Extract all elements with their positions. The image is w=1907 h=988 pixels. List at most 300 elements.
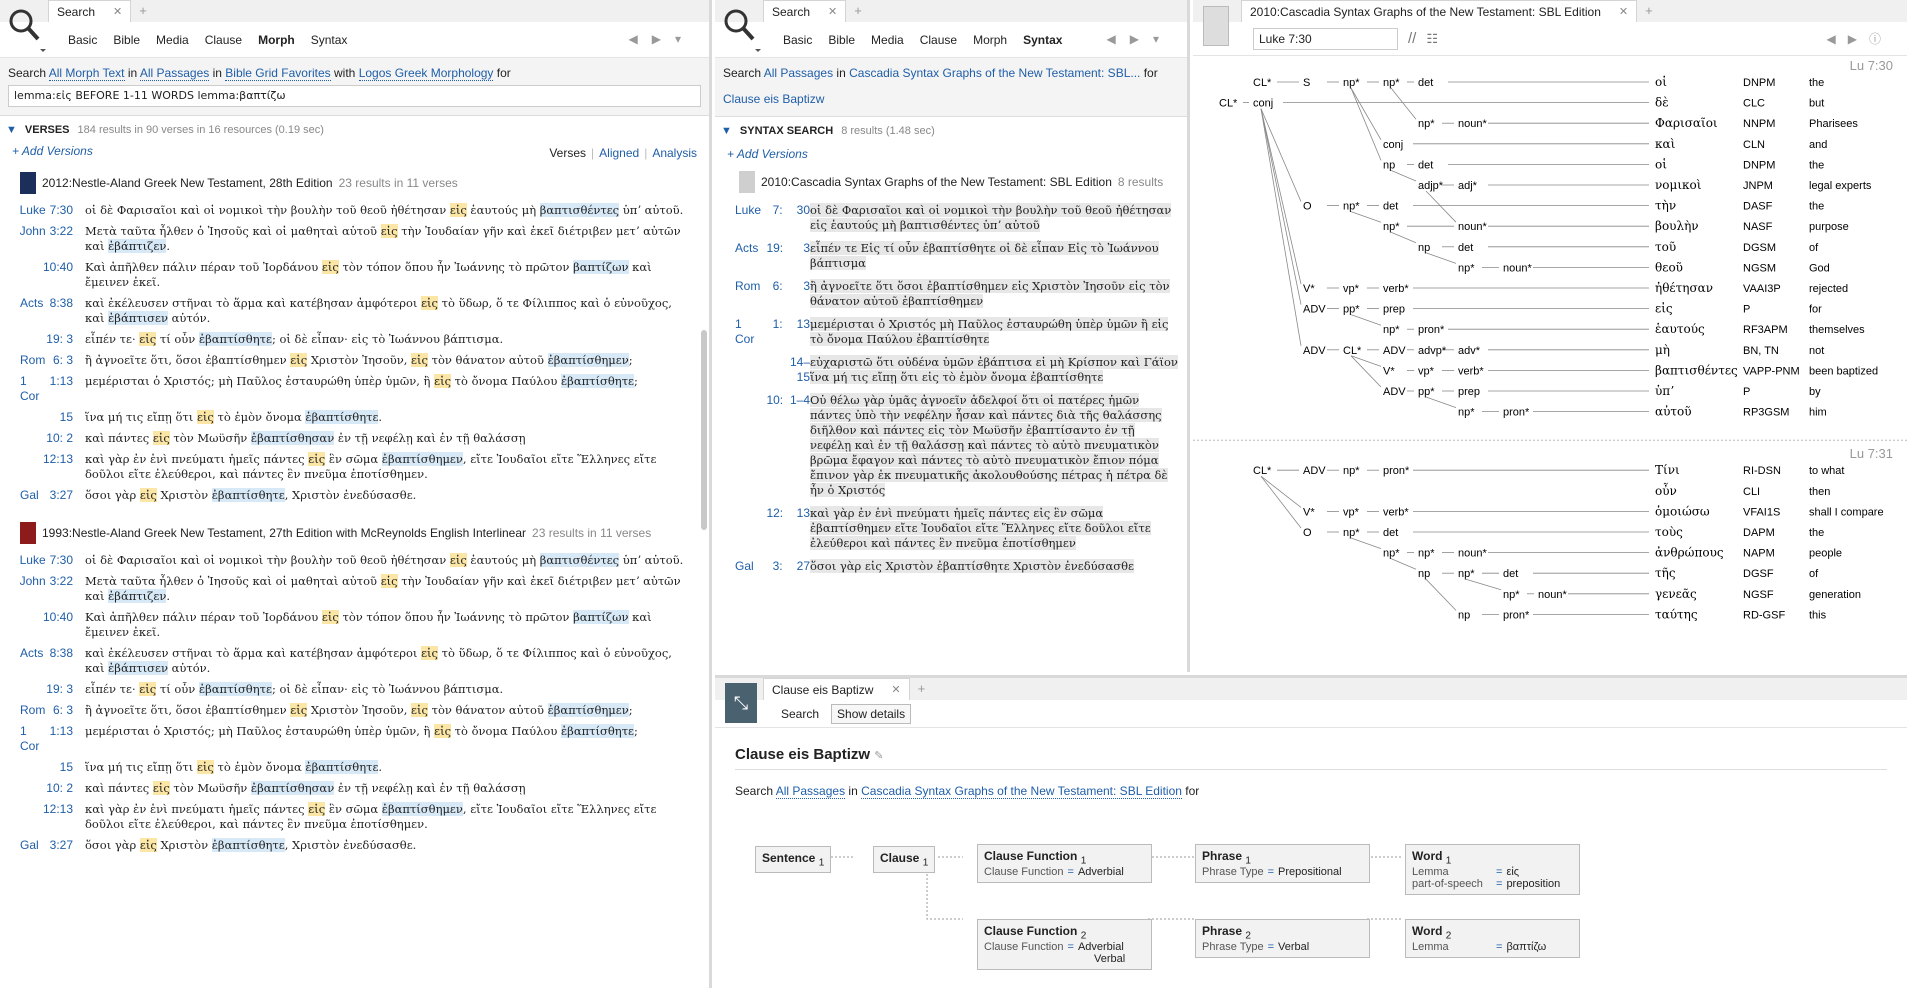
passages-dropdown[interactable]: All Passages bbox=[139, 66, 210, 80]
syntax-node[interactable]: det bbox=[1503, 568, 1519, 581]
layout-icon[interactable]: ☷ bbox=[1426, 30, 1438, 46]
collapse-icon[interactable]: ▼ bbox=[6, 124, 17, 136]
search-hit[interactable]: εἰς bbox=[152, 781, 170, 795]
parse-code: CLI bbox=[1743, 485, 1761, 498]
greek-word[interactable]: ὑπʼ bbox=[1655, 384, 1674, 398]
resource-toolbar bbox=[1193, 22, 1907, 56]
search-hit[interactable]: εἰς bbox=[290, 353, 308, 367]
query-search-line: Search All Passages in Cascadia Syntax Graphs of the New Testament: SBL Edition for bbox=[735, 784, 1200, 798]
greek-word[interactable]: μὴ bbox=[1655, 342, 1670, 357]
collection-dropdown[interactable]: Bible Grid Favorites bbox=[225, 66, 331, 80]
graph-edge bbox=[1261, 109, 1301, 346]
search-hit[interactable]: βαπτίζων bbox=[573, 610, 629, 624]
result-reference[interactable]: Gal 3: 27 bbox=[735, 559, 810, 573]
search-hit[interactable]: ἐβάπτισεν bbox=[108, 661, 168, 675]
result-reference[interactable]: 12: 13 bbox=[766, 506, 810, 520]
parse-code: NNPM bbox=[1743, 118, 1776, 131]
greek-word[interactable]: καὶ bbox=[1655, 136, 1676, 151]
verse-row[interactable] bbox=[0, 643, 709, 679]
verse-row[interactable] bbox=[0, 721, 709, 757]
scope-dropdown[interactable]: All Morph Text bbox=[48, 66, 125, 80]
syntax-node[interactable]: np* bbox=[1383, 77, 1400, 89]
search-input[interactable]: lemma:εἰς BEFORE 1-11 WORDS lemma:βαπτίζω bbox=[8, 85, 701, 107]
greek-word[interactable]: βουλὴν bbox=[1655, 219, 1699, 234]
syntax-node[interactable]: pron* bbox=[1503, 406, 1530, 419]
syntax-node[interactable]: adjp* bbox=[1418, 180, 1444, 192]
syntax-node[interactable]: np* bbox=[1418, 118, 1435, 131]
verse-row[interactable] bbox=[0, 293, 709, 329]
syntax-node[interactable]: verb* bbox=[1383, 506, 1409, 519]
verse-row[interactable] bbox=[0, 778, 709, 799]
search-hit[interactable]: εἰς bbox=[139, 838, 157, 852]
search-hit[interactable]: ἐβαπτίσθημεν bbox=[547, 353, 629, 367]
search-hit[interactable]: εἰς bbox=[421, 646, 439, 660]
search-hit[interactable]: εἰς bbox=[321, 260, 339, 274]
view-link-analysis[interactable]: Analysis bbox=[652, 146, 697, 160]
verse-fragment: ἢ ἀγνοεῖτε ὅτι, ὅσοι ἐβαπτίσθημεν bbox=[85, 703, 291, 717]
result-reference[interactable]: Luke 7: 30 bbox=[735, 203, 810, 217]
verse-reference[interactable]: Rom 6: 3 bbox=[20, 353, 73, 367]
syntax-node[interactable]: np* bbox=[1343, 465, 1360, 478]
verse-reference[interactable]: Gal 3:27 bbox=[20, 838, 73, 852]
syntax-query-panel bbox=[715, 675, 1907, 988]
syntax-node[interactable]: np* bbox=[1343, 200, 1360, 213]
resource-dropdown[interactable]: Cascadia Syntax Graphs of the New Testament: SBL Edition bbox=[861, 784, 1182, 798]
greek-word[interactable]: ταύτης bbox=[1655, 607, 1698, 622]
syntax-node[interactable]: np* bbox=[1383, 221, 1400, 234]
verse-fragment: τὸ ὕδωρ, ὅ τε Φίλιππος καὶ ὁ εὐνοῦχος, καὶ bbox=[85, 646, 672, 675]
verse-row[interactable] bbox=[0, 350, 709, 371]
search-hit[interactable]: ἐβαπτίσθησαν bbox=[250, 781, 335, 795]
syntax-node[interactable]: adj* bbox=[1458, 180, 1477, 192]
syntax-node[interactable]: det bbox=[1418, 159, 1434, 172]
search-hit[interactable]: βαπτισθέντες bbox=[539, 553, 620, 567]
phrase-1-node[interactable]: Phrase $_1$ Phrase Type = Prepositional bbox=[1195, 844, 1370, 883]
clause-function-1-node[interactable]: Clause Function $_1$ Clause Function = Adverbial bbox=[977, 844, 1152, 883]
verse-fragment: . bbox=[378, 410, 383, 424]
tab-search[interactable]: Search ✕ bbox=[48, 0, 131, 22]
search-hit[interactable]: ἐβαπτίσθητε bbox=[198, 682, 272, 696]
tab-syntax[interactable]: Syntax bbox=[1023, 32, 1063, 47]
word-1-node[interactable]: Word $_1$ Lemma = εἰς part-of-speech = preposition bbox=[1405, 844, 1580, 895]
tab-media[interactable]: Media bbox=[156, 32, 189, 47]
search-hit[interactable]: βαπτισθέντες bbox=[539, 203, 620, 217]
syntax-node[interactable]: np bbox=[1418, 241, 1431, 254]
passages-dropdown[interactable]: All Passages bbox=[775, 784, 846, 798]
show-details-button[interactable]: Show details bbox=[831, 704, 911, 724]
greek-word[interactable]: οἱ bbox=[1655, 157, 1667, 172]
syntax-node[interactable]: np* bbox=[1458, 262, 1475, 275]
syntax-node[interactable]: ADV bbox=[1383, 344, 1406, 357]
query-link[interactable]: Clause eis Baptizw bbox=[723, 92, 825, 106]
verse-row[interactable] bbox=[0, 799, 709, 835]
search-hit[interactable]: εἰς bbox=[434, 374, 452, 388]
graph-edge bbox=[1261, 109, 1301, 305]
greek-word[interactable]: ὁμοιώσω bbox=[1655, 504, 1710, 519]
greek-word[interactable]: οἱ bbox=[1655, 75, 1667, 89]
close-icon[interactable]: ✕ bbox=[891, 684, 901, 696]
syntax-section-header[interactable]: ▼ SYNTAX SEARCH 8 results (1.48 sec) bbox=[721, 125, 935, 137]
search-hit[interactable]: εἰς bbox=[308, 802, 326, 816]
word-2-node[interactable]: Word $_2$ Lemma = βαπτίζω bbox=[1405, 919, 1580, 958]
search-hit[interactable]: ἐβαπτίσθητε bbox=[211, 838, 285, 852]
verse-reference[interactable]: 10:40 bbox=[42, 610, 73, 624]
graph-edge bbox=[1391, 232, 1416, 243]
greek-word[interactable]: Φαρισαῖοι bbox=[1655, 116, 1718, 131]
gloss: but bbox=[1809, 97, 1825, 110]
syntax-node[interactable]: verb* bbox=[1458, 365, 1484, 378]
syntax-result-row[interactable] bbox=[715, 313, 1187, 351]
verse-text bbox=[85, 488, 709, 503]
reference-input[interactable]: Luke 7:30 bbox=[1253, 28, 1398, 50]
greek-word[interactable]: γενεᾶς bbox=[1655, 586, 1697, 601]
tab-media[interactable]: Media bbox=[871, 32, 904, 47]
resource-count: 23 results in 11 verses bbox=[532, 526, 652, 540]
search-hit[interactable]: ἐβαπτίσθητε bbox=[211, 488, 285, 502]
close-icon[interactable]: ✕ bbox=[113, 6, 123, 18]
syntax-node[interactable]: det bbox=[1383, 200, 1399, 213]
search-hit[interactable]: βαπτίζων bbox=[573, 260, 629, 274]
syntax-node[interactable]: conj bbox=[1253, 97, 1274, 110]
tab-clause[interactable]: Clause bbox=[204, 32, 243, 47]
syntax-node[interactable]: noun* bbox=[1458, 221, 1487, 234]
syntax-search-panel bbox=[715, 0, 1190, 672]
tab-query[interactable]: Clause eis Baptizw ✕ bbox=[763, 678, 910, 700]
syntax-node[interactable]: np* bbox=[1383, 324, 1400, 337]
tab-clause[interactable]: Clause bbox=[919, 32, 958, 47]
syntax-node[interactable]: det bbox=[1383, 527, 1399, 539]
verse-reference[interactable]: Rom 6: 3 bbox=[20, 703, 73, 717]
syntax-node[interactable]: CL* bbox=[1219, 97, 1238, 110]
syntax-node[interactable]: np* bbox=[1418, 547, 1435, 560]
scrollbar[interactable] bbox=[701, 330, 707, 530]
verse-fragment: Καὶ ἀπῆλθεν πάλιν πέραν τοῦ Ἰορδάνου bbox=[85, 260, 322, 274]
greek-word[interactable]: ἠθέτησαν bbox=[1655, 281, 1714, 295]
syntax-node[interactable]: adv* bbox=[1458, 344, 1481, 357]
verse-fragment: τὸν τόπον ὅπου ἦν Ἰωάννης τὸ πρῶτον bbox=[338, 260, 574, 274]
result-reference[interactable]: 14–15 bbox=[789, 355, 810, 384]
greek-word[interactable]: ἀνθρώπους bbox=[1655, 545, 1724, 560]
verse-row[interactable] bbox=[0, 835, 709, 856]
verse-row[interactable] bbox=[0, 200, 709, 221]
syntax-result-row[interactable] bbox=[715, 351, 1187, 389]
greek-word[interactable]: νομικοὶ bbox=[1655, 178, 1702, 192]
syntax-node[interactable]: S bbox=[1303, 77, 1311, 89]
sentence-node[interactable]: Sentence $_1$ bbox=[755, 846, 831, 873]
greek-word[interactable]: οὖν bbox=[1655, 483, 1677, 498]
resource-header[interactable] bbox=[0, 516, 709, 550]
add-versions-link[interactable]: + Add Versions bbox=[12, 144, 93, 158]
tab-resource[interactable]: 2010:Cascadia Syntax Graphs of the New Testament: SBL Edition ✕ bbox=[1241, 0, 1637, 22]
search-hit[interactable]: εἰς bbox=[139, 682, 157, 696]
verse-reference[interactable]: Luke 7:30 bbox=[19, 203, 73, 217]
tab-basic[interactable]: Basic bbox=[783, 32, 813, 47]
syntax-node[interactable]: prep bbox=[1383, 303, 1406, 316]
search-hit[interactable]: εἰς bbox=[139, 332, 157, 346]
syntax-node[interactable]: ADV bbox=[1303, 344, 1326, 357]
parallel-icon[interactable]: // bbox=[1408, 30, 1417, 47]
close-icon[interactable]: ✕ bbox=[1618, 6, 1629, 18]
resource-title: 2012:Nestle-Aland Greek New Testament, 28th Edition bbox=[42, 176, 333, 190]
collapse-icon[interactable]: ▼ bbox=[721, 125, 732, 137]
verse-reference[interactable]: 12:13 bbox=[42, 452, 73, 466]
verse-fragment: εἶπέν τε· bbox=[85, 682, 140, 696]
syntax-result-row[interactable] bbox=[715, 237, 1187, 275]
verse-reference[interactable]: Acts 8:38 bbox=[20, 646, 73, 660]
verse-reference[interactable]: 1 Cor 1:13 bbox=[20, 374, 73, 403]
syntax-node[interactable]: CL* bbox=[1253, 77, 1272, 89]
greek-word[interactable]: αὐτοῦ bbox=[1655, 404, 1692, 419]
verse-fragment: ; bbox=[628, 353, 633, 367]
syntax-node[interactable]: np* bbox=[1503, 588, 1520, 601]
syntax-node[interactable]: noun* bbox=[1538, 588, 1567, 601]
search-hit[interactable]: εἰς bbox=[449, 203, 467, 217]
tab-bible[interactable]: Bible bbox=[113, 32, 141, 47]
verse-reference[interactable]: John 3:22 bbox=[19, 224, 73, 238]
verse-reference[interactable]: 1 Cor 1:13 bbox=[20, 724, 73, 753]
greek-word[interactable]: Τίνι bbox=[1655, 463, 1680, 478]
syntax-node[interactable]: np* bbox=[1458, 406, 1475, 419]
result-reference[interactable]: 1 Cor 1: 13 bbox=[735, 317, 810, 346]
verse-row[interactable] bbox=[0, 221, 709, 257]
view-link-verses[interactable]: Verses bbox=[549, 146, 587, 160]
book-icon bbox=[20, 522, 36, 544]
search-hit[interactable]: ἐβαπτίσθημεν bbox=[381, 452, 463, 466]
passages-dropdown[interactable]: All Passages bbox=[763, 66, 834, 80]
search-button[interactable]: Search bbox=[781, 706, 820, 721]
syntax-graph-canvas bbox=[1193, 56, 1907, 672]
graph-edge bbox=[1391, 559, 1416, 570]
search-hit[interactable]: εἰς bbox=[321, 610, 339, 624]
syntax-node[interactable]: noun* bbox=[1503, 262, 1532, 275]
syntax-node[interactable]: O bbox=[1303, 527, 1312, 539]
verse-reference[interactable]: 15 bbox=[59, 410, 73, 424]
add-versions-link[interactable]: + Add Versions bbox=[727, 147, 808, 161]
syntax-node[interactable]: V* bbox=[1303, 283, 1315, 295]
syntax-node[interactable]: pron* bbox=[1503, 609, 1530, 622]
verse-text bbox=[85, 838, 709, 853]
greek-word[interactable]: ἑαυτούς bbox=[1655, 322, 1705, 337]
result-reference[interactable]: Rom 6: 3 bbox=[735, 279, 810, 293]
edit-icon[interactable]: ✎ bbox=[874, 750, 884, 762]
search-hit[interactable]: εἰς bbox=[421, 296, 439, 310]
verse-row[interactable] bbox=[0, 679, 709, 700]
tab-bible[interactable]: Bible bbox=[828, 32, 856, 47]
add-tab-icon[interactable]: + bbox=[1645, 3, 1653, 18]
close-icon[interactable]: ✕ bbox=[828, 6, 838, 18]
syntax-node[interactable]: det bbox=[1458, 241, 1474, 254]
syntax-node[interactable]: noun* bbox=[1458, 547, 1487, 560]
verse-row[interactable] bbox=[0, 607, 709, 643]
search-hit[interactable]: εἰς bbox=[380, 224, 398, 238]
search-hit[interactable]: εἰς bbox=[290, 703, 308, 717]
verse-reference[interactable]: 19: 3 bbox=[46, 682, 73, 696]
graph-edge bbox=[1261, 476, 1301, 528]
syntax-node[interactable]: np* bbox=[1343, 77, 1360, 89]
greek-word[interactable]: τῆς bbox=[1655, 566, 1676, 581]
verse-row[interactable] bbox=[0, 428, 709, 449]
verse-label: Lu 7:30 bbox=[1849, 58, 1893, 73]
tab-syntax[interactable]: Syntax bbox=[310, 32, 348, 47]
syntax-node[interactable]: pp* bbox=[1418, 386, 1435, 398]
search-hit[interactable]: ἐβαπτίσθητε bbox=[305, 410, 379, 424]
syntax-node[interactable]: ADV bbox=[1383, 386, 1406, 398]
verse-reference[interactable]: 10: 2 bbox=[46, 781, 73, 795]
syntax-node[interactable]: vp* bbox=[1343, 283, 1359, 295]
add-tab-icon[interactable]: + bbox=[139, 3, 147, 18]
syntax-node[interactable]: ADV bbox=[1303, 465, 1326, 478]
graph-edge bbox=[1391, 170, 1416, 181]
search-hit[interactable]: ἐβαπτίσθημεν bbox=[547, 703, 629, 717]
verse-row[interactable] bbox=[0, 257, 709, 293]
syntax-result-row[interactable] bbox=[715, 199, 1187, 237]
verse-reference[interactable]: 12:13 bbox=[42, 802, 73, 816]
view-link-aligned[interactable]: Aligned bbox=[599, 146, 640, 160]
syntax-node[interactable]: conj bbox=[1383, 138, 1404, 151]
verse-row[interactable] bbox=[0, 550, 709, 571]
gloss: then bbox=[1809, 485, 1831, 498]
verse-row[interactable] bbox=[0, 407, 709, 428]
syntax-node[interactable]: np* bbox=[1458, 568, 1475, 581]
search-hit[interactable]: ἐβάπτιζεν bbox=[108, 589, 167, 603]
greek-word[interactable]: δὲ bbox=[1655, 95, 1669, 110]
syntax-node[interactable]: pron* bbox=[1418, 324, 1445, 337]
tab-search[interactable]: Search ✕ bbox=[763, 0, 846, 22]
syntax-node[interactable]: CL* bbox=[1253, 465, 1272, 478]
syntax-node[interactable]: noun* bbox=[1458, 118, 1487, 131]
search-hit[interactable]: εἰς bbox=[139, 488, 157, 502]
search-hit[interactable]: ἐβαπτίσθητε bbox=[305, 760, 379, 774]
verse-reference[interactable]: John 3:22 bbox=[19, 574, 73, 588]
syntax-node[interactable]: vp* bbox=[1343, 506, 1359, 519]
syntax-result-row[interactable] bbox=[715, 555, 1187, 578]
verses-section-header[interactable]: ▼ VERSES 184 results in 90 verses in 16 resources (0.19 sec) bbox=[6, 124, 324, 136]
syntax-node[interactable]: CL* bbox=[1343, 344, 1362, 357]
syntax-graph bbox=[1193, 56, 1907, 672]
syntax-node[interactable]: np* bbox=[1383, 547, 1400, 560]
search-hit[interactable]: εἰς bbox=[434, 724, 452, 738]
search-hit[interactable]: ἐβάπτιζεν bbox=[108, 239, 167, 253]
syntax-node[interactable]: np bbox=[1458, 609, 1471, 622]
syntax-node[interactable]: advp* bbox=[1418, 344, 1447, 357]
morphology-dropdown[interactable]: Logos Greek Morphology bbox=[358, 66, 494, 80]
syntax-node[interactable]: det bbox=[1418, 77, 1434, 89]
search-hit[interactable]: ἐβαπτίσθητε bbox=[561, 374, 635, 388]
query-description: Search All Morph Text in All Passages in Bible Grid Favorites with Logos Greek Morphology for bbox=[8, 66, 511, 80]
syntax-node[interactable]: vp* bbox=[1418, 365, 1434, 378]
search-hit[interactable]: εἰς bbox=[380, 574, 398, 588]
phrase-2-node[interactable]: Phrase $_2$ Phrase Type = Verbal bbox=[1195, 919, 1370, 958]
greek-word[interactable]: εἰς bbox=[1655, 301, 1673, 316]
query-bar bbox=[0, 58, 709, 116]
tab-basic[interactable]: Basic bbox=[68, 32, 98, 47]
add-tab-icon[interactable]: + bbox=[854, 3, 862, 18]
greek-word[interactable]: τοῦ bbox=[1655, 239, 1677, 254]
verse-fragment: ὑπʼ αὐτοῦ. bbox=[619, 203, 684, 217]
tab-morph[interactable]: Morph bbox=[973, 32, 1008, 47]
clause-node[interactable]: Clause $_1$ bbox=[873, 846, 935, 873]
verse-reference[interactable]: Acts 8:38 bbox=[20, 296, 73, 310]
verse-reference[interactable]: 15 bbox=[59, 760, 73, 774]
syntax-node[interactable]: V* bbox=[1303, 506, 1315, 519]
clause-function-2-node[interactable]: Clause Function $_2$ Clause Function = Adverbial Verbal bbox=[977, 919, 1152, 970]
greek-word[interactable]: τὴν bbox=[1655, 198, 1677, 213]
syntax-node[interactable]: ADV bbox=[1303, 303, 1326, 316]
verse-row[interactable] bbox=[0, 485, 709, 506]
graph-edges bbox=[1243, 82, 1649, 412]
verse-row[interactable] bbox=[0, 700, 709, 721]
verse-row[interactable] bbox=[0, 757, 709, 778]
syntax-result-row[interactable] bbox=[715, 389, 1187, 502]
search-hit[interactable]: εἰς bbox=[411, 353, 428, 367]
syntax-node[interactable]: V* bbox=[1383, 365, 1395, 378]
greek-word[interactable]: τοὺς bbox=[1655, 525, 1683, 539]
tab-morph[interactable]: Morph bbox=[258, 32, 295, 47]
syntax-node[interactable]: np bbox=[1383, 159, 1396, 172]
result-reference[interactable]: 10: 1–4 bbox=[766, 393, 810, 407]
syntax-node[interactable]: prep bbox=[1458, 386, 1481, 398]
syntax-query-icon[interactable]: ⤡ bbox=[725, 683, 757, 723]
nav-arrows-icon[interactable]: ◀▶▾ bbox=[628, 32, 695, 46]
search-hit[interactable]: ἐβαπτίσθητε bbox=[198, 332, 272, 346]
verse-fragment: εἶπέν τε· bbox=[85, 332, 140, 346]
verse-reference[interactable]: 19: 3 bbox=[46, 332, 73, 346]
verse-row[interactable] bbox=[0, 371, 709, 407]
verse-reference[interactable]: Luke 7:30 bbox=[19, 553, 73, 567]
parse-code: P bbox=[1743, 386, 1751, 398]
syntax-node[interactable]: verb* bbox=[1383, 283, 1409, 295]
graph-edge bbox=[1351, 212, 1381, 223]
syntax-node[interactable]: np bbox=[1418, 568, 1431, 581]
verse-reference[interactable]: Gal 3:27 bbox=[20, 488, 73, 502]
add-tab-icon[interactable]: + bbox=[917, 681, 926, 696]
syntax-node[interactable]: np* bbox=[1343, 527, 1360, 539]
search-hit[interactable]: ἐβάπτισεν bbox=[108, 311, 168, 325]
greek-word[interactable]: βαπτισθέντες bbox=[1655, 363, 1738, 378]
graph-edge bbox=[1426, 191, 1456, 222]
search-hit[interactable]: ἐβαπτίσθητε bbox=[561, 724, 635, 738]
search-hit[interactable]: εἰς bbox=[411, 703, 428, 717]
nav-arrows-icon[interactable]: ◀▶ⓘ bbox=[1826, 32, 1893, 46]
gloss: been baptized bbox=[1809, 365, 1879, 378]
result-reference[interactable]: Acts 19: 3 bbox=[735, 241, 810, 255]
search-hit[interactable]: ἐβαπτίσθησαν bbox=[250, 431, 335, 445]
syntax-result-row[interactable] bbox=[715, 502, 1187, 555]
verse-reference[interactable]: 10: 2 bbox=[46, 431, 73, 445]
search-hit[interactable]: εἰς bbox=[196, 760, 214, 774]
verse-fragment: ; οἱ δὲ εἶπαν· εἰς τὸ Ἰωάννου βάπτισμα. bbox=[271, 332, 504, 346]
search-hit[interactable]: εἰς bbox=[196, 410, 214, 424]
search-hit[interactable]: εἰς bbox=[449, 553, 467, 567]
verse-reference[interactable]: 10:40 bbox=[42, 260, 73, 274]
greek-word[interactable]: θεοῦ bbox=[1655, 260, 1683, 275]
syntax-node[interactable]: pp* bbox=[1343, 303, 1360, 316]
nav-arrows-icon[interactable]: ◀▶▾ bbox=[1106, 32, 1173, 46]
syntax-node[interactable]: pron* bbox=[1383, 465, 1410, 478]
verse-fragment: , Χριστὸν ἐνεδύσασθε. bbox=[284, 488, 417, 502]
verse-row[interactable] bbox=[0, 329, 709, 350]
search-hit[interactable]: εἰς bbox=[152, 431, 170, 445]
verse-row[interactable] bbox=[0, 571, 709, 607]
search-hit[interactable]: εἰς bbox=[308, 452, 326, 466]
syntax-node[interactable]: O bbox=[1303, 200, 1312, 213]
tab-bar bbox=[0, 0, 709, 22]
resource-header[interactable] bbox=[0, 166, 709, 200]
search-hit[interactable]: ἐβαπτίσθημεν bbox=[381, 802, 463, 816]
verse-row[interactable] bbox=[0, 449, 709, 485]
resource-dropdown[interactable]: Cascadia Syntax Graphs of the New Testament: SBL... bbox=[849, 66, 1141, 80]
syntax-result-row[interactable] bbox=[715, 275, 1187, 313]
